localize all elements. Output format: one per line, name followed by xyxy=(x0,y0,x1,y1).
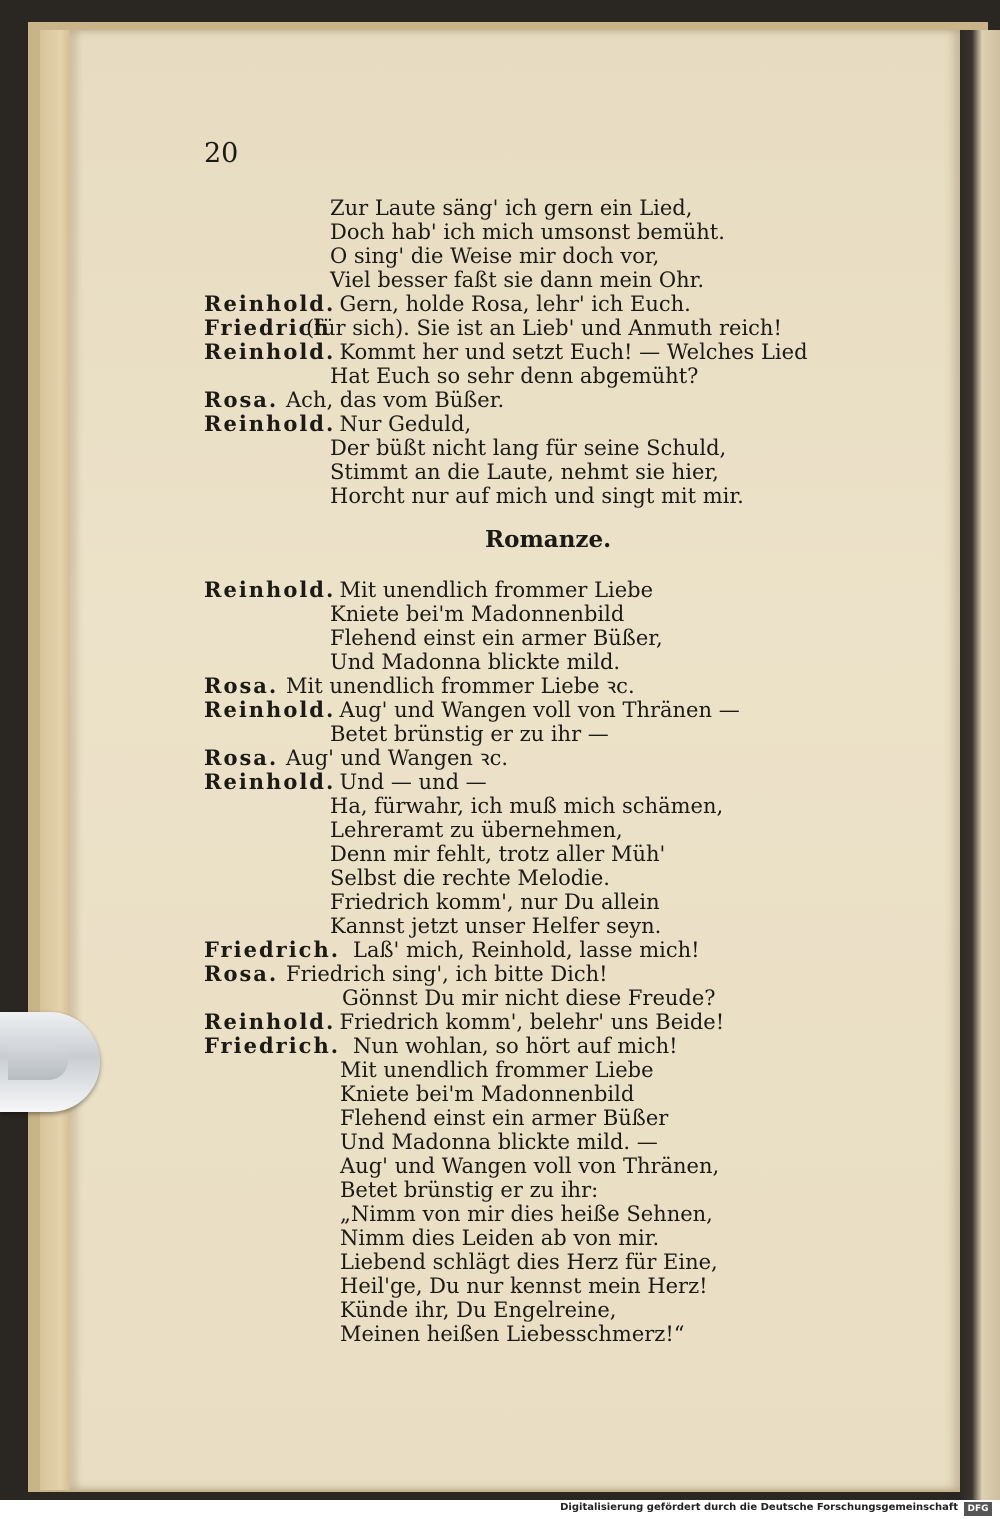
speaker-name: Friedrich xyxy=(204,315,331,340)
verse-line: Nimm dies Leiden ab von mir. xyxy=(340,1226,660,1250)
speaker-name: Friedrich. xyxy=(204,937,341,962)
verse-line: Mit unendlich frommer Liebe xyxy=(340,1058,654,1082)
verse-line: Aug' und Wangen voll von Thränen — xyxy=(339,698,740,722)
page-number: 20 xyxy=(204,138,239,169)
verse-line: Mit unendlich frommer Liebe xyxy=(339,578,654,602)
verse-line: Flehend einst ein armer Büßer, xyxy=(330,626,663,650)
speaker-name: Reinhold. xyxy=(204,291,336,316)
verse-line: „Nimm von mir dies heiße Sehnen, xyxy=(340,1202,713,1226)
verse-line: Aug' und Wangen voll von Thränen, xyxy=(340,1154,720,1178)
verse-line: Aug' und Wangen ꝛc. xyxy=(286,746,509,770)
verse-line: Und Madonna blickte mild. xyxy=(330,650,621,674)
verse-line: Friedrich sing', ich bitte Dich! xyxy=(286,962,608,986)
verse-line: Mit unendlich frommer Liebe ꝛc. xyxy=(286,674,635,698)
verse-line: Ach, das vom Büßer. xyxy=(286,388,505,412)
verse-line: Kannst jetzt unser Helfer seyn. xyxy=(330,914,662,938)
verse-line: Künde ihr, Du Engelreine, xyxy=(340,1298,617,1322)
verse-line: Der büßt nicht lang für seine Schuld, xyxy=(330,436,727,460)
verse-line: Kommt her und setzt Euch! — Welches Lied xyxy=(339,340,808,364)
speaker-name: Friedrich. xyxy=(204,1033,341,1058)
page-edge xyxy=(40,30,74,1490)
verse-line: Viel besser faßt sie dann mein Ohr. xyxy=(330,268,705,292)
footer-credit: Digitalisierung gefördert durch die Deutsche Forschungsgemeinschaft xyxy=(560,1502,958,1513)
verse-line: Hat Euch so sehr denn abgemüht? xyxy=(330,364,699,388)
speaker-name: Reinhold. xyxy=(204,411,336,436)
speaker-name: Reinhold. xyxy=(204,339,336,364)
verse-line: Laß' mich, Reinhold, lasse mich! xyxy=(353,938,700,962)
speaker-name: Rosa. xyxy=(204,673,279,698)
verse-line: Flehend einst ein armer Büßer xyxy=(340,1106,669,1130)
verse-line: Meinen heißen Liebesschmerz!“ xyxy=(340,1322,685,1346)
speaker-name: Reinhold. xyxy=(204,577,336,602)
page-clip-icon xyxy=(0,1012,100,1112)
speaker-name: Rosa. xyxy=(204,387,279,412)
speaker-name: Rosa. xyxy=(204,745,279,770)
section-title: Romanze. xyxy=(485,526,612,553)
verse-line: Nun wohlan, so hört auf mich! xyxy=(353,1034,678,1058)
verse-line: Betet brünstig er zu ihr — xyxy=(330,722,609,746)
verse-line: Doch hab' ich mich umsonst bemüht. xyxy=(330,220,725,244)
verse-line: Zur Laute säng' ich gern ein Lied, xyxy=(330,196,693,220)
verse-line: Lehreramt zu übernehmen, xyxy=(330,818,623,842)
verse-line: (für sich). Sie ist an Lieb' und Anmuth reich! xyxy=(306,316,782,340)
verse-line: Friedrich komm', nur Du allein xyxy=(330,890,660,914)
speaker-name: Reinhold. xyxy=(204,697,336,722)
verse-line: Kniete bei'm Madonnenbild xyxy=(340,1082,635,1106)
verse-line: Gern, holde Rosa, lehr' ich Euch. xyxy=(339,292,691,316)
verse-line: Horcht nur auf mich und singt mit mir. xyxy=(330,484,744,508)
verse-line: Stimmt an die Laute, nehmt sie hier, xyxy=(330,460,719,484)
speaker-name: Rosa. xyxy=(204,961,279,986)
verse-line: Denn mir fehlt, trotz aller Müh' xyxy=(330,842,666,866)
facing-page-edge xyxy=(960,30,1000,1500)
verse-line: Gönnst Du mir nicht diese Freude? xyxy=(342,986,716,1010)
verse-line: Friedrich komm', belehr' uns Beide! xyxy=(339,1010,725,1034)
verse-line: Selbst die rechte Melodie. xyxy=(330,866,610,890)
speaker-name: Reinhold. xyxy=(204,1009,336,1034)
speaker-name: Reinhold. xyxy=(204,769,336,794)
verse-line: Betet brünstig er zu ihr: xyxy=(340,1178,599,1202)
verse-line: Heil'ge, Du nur kennst mein Herz! xyxy=(340,1274,708,1298)
verse-line: Und — und — xyxy=(339,770,487,794)
verse-line: Liebend schlägt dies Herz für Eine, xyxy=(340,1250,718,1274)
verse-line: Kniete bei'm Madonnenbild xyxy=(330,602,625,626)
verse-line: Und Madonna blickte mild. — xyxy=(340,1130,658,1154)
verse-line: O sing' die Weise mir doch vor, xyxy=(330,244,660,268)
verse-line: Ha, fürwahr, ich muß mich schämen, xyxy=(330,794,724,818)
verse-line: Nur Geduld, xyxy=(339,412,472,436)
footer-bar xyxy=(0,1500,1000,1519)
dfg-logo-icon: DFG xyxy=(964,1502,992,1516)
